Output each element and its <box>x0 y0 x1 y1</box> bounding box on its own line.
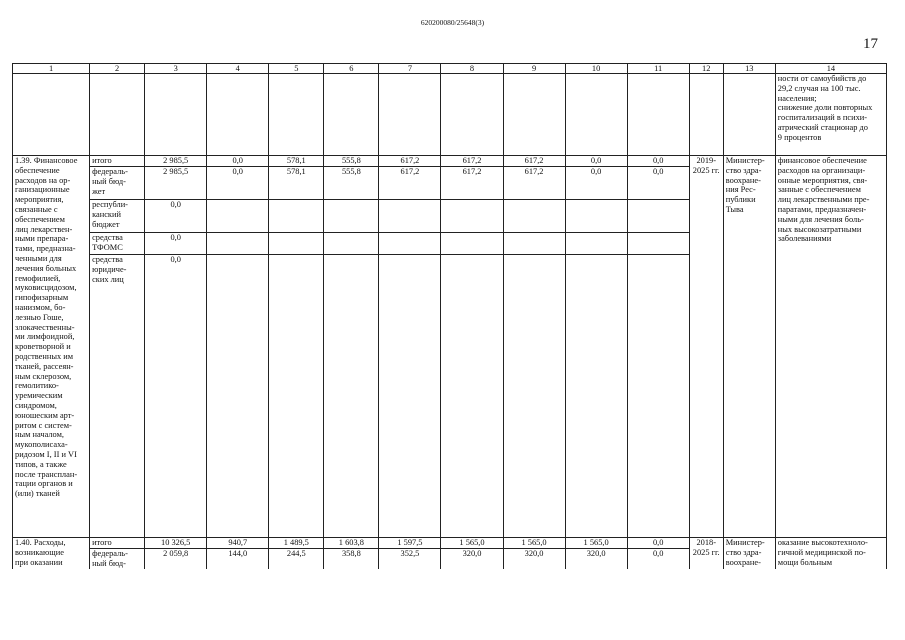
program-table <box>12 63 887 569</box>
col-header: 13 <box>723 64 775 74</box>
value-cell: 555,8 <box>324 156 379 167</box>
value-cell: 1 565,0 <box>441 538 503 549</box>
value-cell: 0,0 <box>627 156 689 167</box>
funding-source: итого <box>90 538 145 549</box>
table-row <box>13 538 887 549</box>
value-cell: 358,8 <box>324 549 379 569</box>
value-cell: 144,0 <box>207 549 269 569</box>
value-cell: 1 603,8 <box>324 538 379 549</box>
value-cell: 2 985,5 <box>145 156 207 167</box>
col-header: 11 <box>627 64 689 74</box>
value-cell: 0,0 <box>145 200 207 233</box>
col-header: 14 <box>775 64 886 74</box>
col-header: 3 <box>145 64 207 74</box>
value-cell: 1 565,0 <box>565 538 627 549</box>
col-header: 5 <box>269 64 324 74</box>
period-cell: 2018- 2025 гг. <box>689 538 723 569</box>
col-header: 9 <box>503 64 565 74</box>
value-cell: 320,0 <box>565 549 627 569</box>
value-cell: 940,7 <box>207 538 269 549</box>
funding-source: федераль- ный бюд- жет <box>90 167 145 200</box>
value-cell: 352,5 <box>379 549 441 569</box>
header-row <box>13 64 887 74</box>
col-header: 12 <box>689 64 723 74</box>
value-cell: 1 565,0 <box>503 538 565 549</box>
value-cell: 0,0 <box>145 233 207 255</box>
funding-source: средства ТФОМС <box>90 233 145 255</box>
value-cell: 617,2 <box>441 167 503 200</box>
value-cell: 2 059,8 <box>145 549 207 569</box>
table-row <box>13 156 887 167</box>
value-cell: 617,2 <box>503 156 565 167</box>
funding-source: итого <box>90 156 145 167</box>
page-number: 17 <box>863 36 878 52</box>
value-cell: 0,0 <box>207 167 269 200</box>
value-cell: 2 985,5 <box>145 167 207 200</box>
value-cell: 10 326,5 <box>145 538 207 549</box>
result-cell: оказание высокотехноло- гичной медицинской по- мощи больным <box>775 538 886 569</box>
value-cell: 0,0 <box>565 167 627 200</box>
value-cell: 0,0 <box>627 167 689 200</box>
col-header: 7 <box>379 64 441 74</box>
value-cell: 320,0 <box>503 549 565 569</box>
value-cell: 0,0 <box>627 538 689 549</box>
funding-source: федераль- ный бюд- <box>90 549 145 569</box>
value-cell: 617,2 <box>441 156 503 167</box>
result-cell: финансовое обеспечение расходов на организаци- онные мероприятия, свя- занные с обеспечением лиц лекарственными пре- паратами, предназначен- ными для лечения боль- ных высокозатратными заболеваниями <box>775 156 886 538</box>
result-carryover: ности от самоубийств до 29,2 случая на 100 тыс. населения; снижение доли повторных госпитализаций в психи- атрический стационар до 9 процентов <box>775 74 886 156</box>
table-row <box>13 74 887 156</box>
col-header: 4 <box>207 64 269 74</box>
col-header: 2 <box>90 64 145 74</box>
document-id: 620200080/25648(3) <box>420 18 485 27</box>
activity-name: 1.39. Финансовое обеспечение расходов на ор- ганизационные мероприятия, связанные с обеспечением лиц лекарствен- ными препара- тами, предназна- ченными для лечения больных гемофилией, муковисцидозом, гипофизарным нанизмом, бо- лезнью Гоше, злокачественны- ми лимфоидной, кроветворной и родственных им тканей, рассеян- ным склерозом, гемолитико- уремическим синдромом, юношеским арт- ритом с систем- ным началом, мукополисаха- ридозом I, II и VI типов, а также после трансплан- тации органов и (или) тканей <box>13 156 90 538</box>
value-cell: 0,0 <box>207 156 269 167</box>
value-cell: 0,0 <box>565 156 627 167</box>
value-cell: 0,0 <box>145 255 207 538</box>
col-header: 1 <box>13 64 90 74</box>
funding-source: республи- канский бюджет <box>90 200 145 233</box>
value-cell: 1 597,5 <box>379 538 441 549</box>
value-cell: 1 489,5 <box>269 538 324 549</box>
executor-cell: Министер- ство здра- воохране- <box>723 538 775 569</box>
period-cell: 2019- 2025 гг. <box>689 156 723 538</box>
activity-name: 1.40. Расходы, возникающие при оказании <box>13 538 90 569</box>
executor-cell: Министер- ство здра- воохране- ния Рес- публики Тыва <box>723 156 775 538</box>
funding-source: средства юридиче- ских лиц <box>90 255 145 538</box>
value-cell: 578,1 <box>269 156 324 167</box>
value-cell: 617,2 <box>503 167 565 200</box>
value-cell: 578,1 <box>269 167 324 200</box>
value-cell: 555,8 <box>324 167 379 200</box>
col-header: 6 <box>324 64 379 74</box>
value-cell: 320,0 <box>441 549 503 569</box>
value-cell: 0,0 <box>627 549 689 569</box>
value-cell: 617,2 <box>379 167 441 200</box>
col-header: 8 <box>441 64 503 74</box>
value-cell: 244,5 <box>269 549 324 569</box>
value-cell: 617,2 <box>379 156 441 167</box>
col-header: 10 <box>565 64 627 74</box>
